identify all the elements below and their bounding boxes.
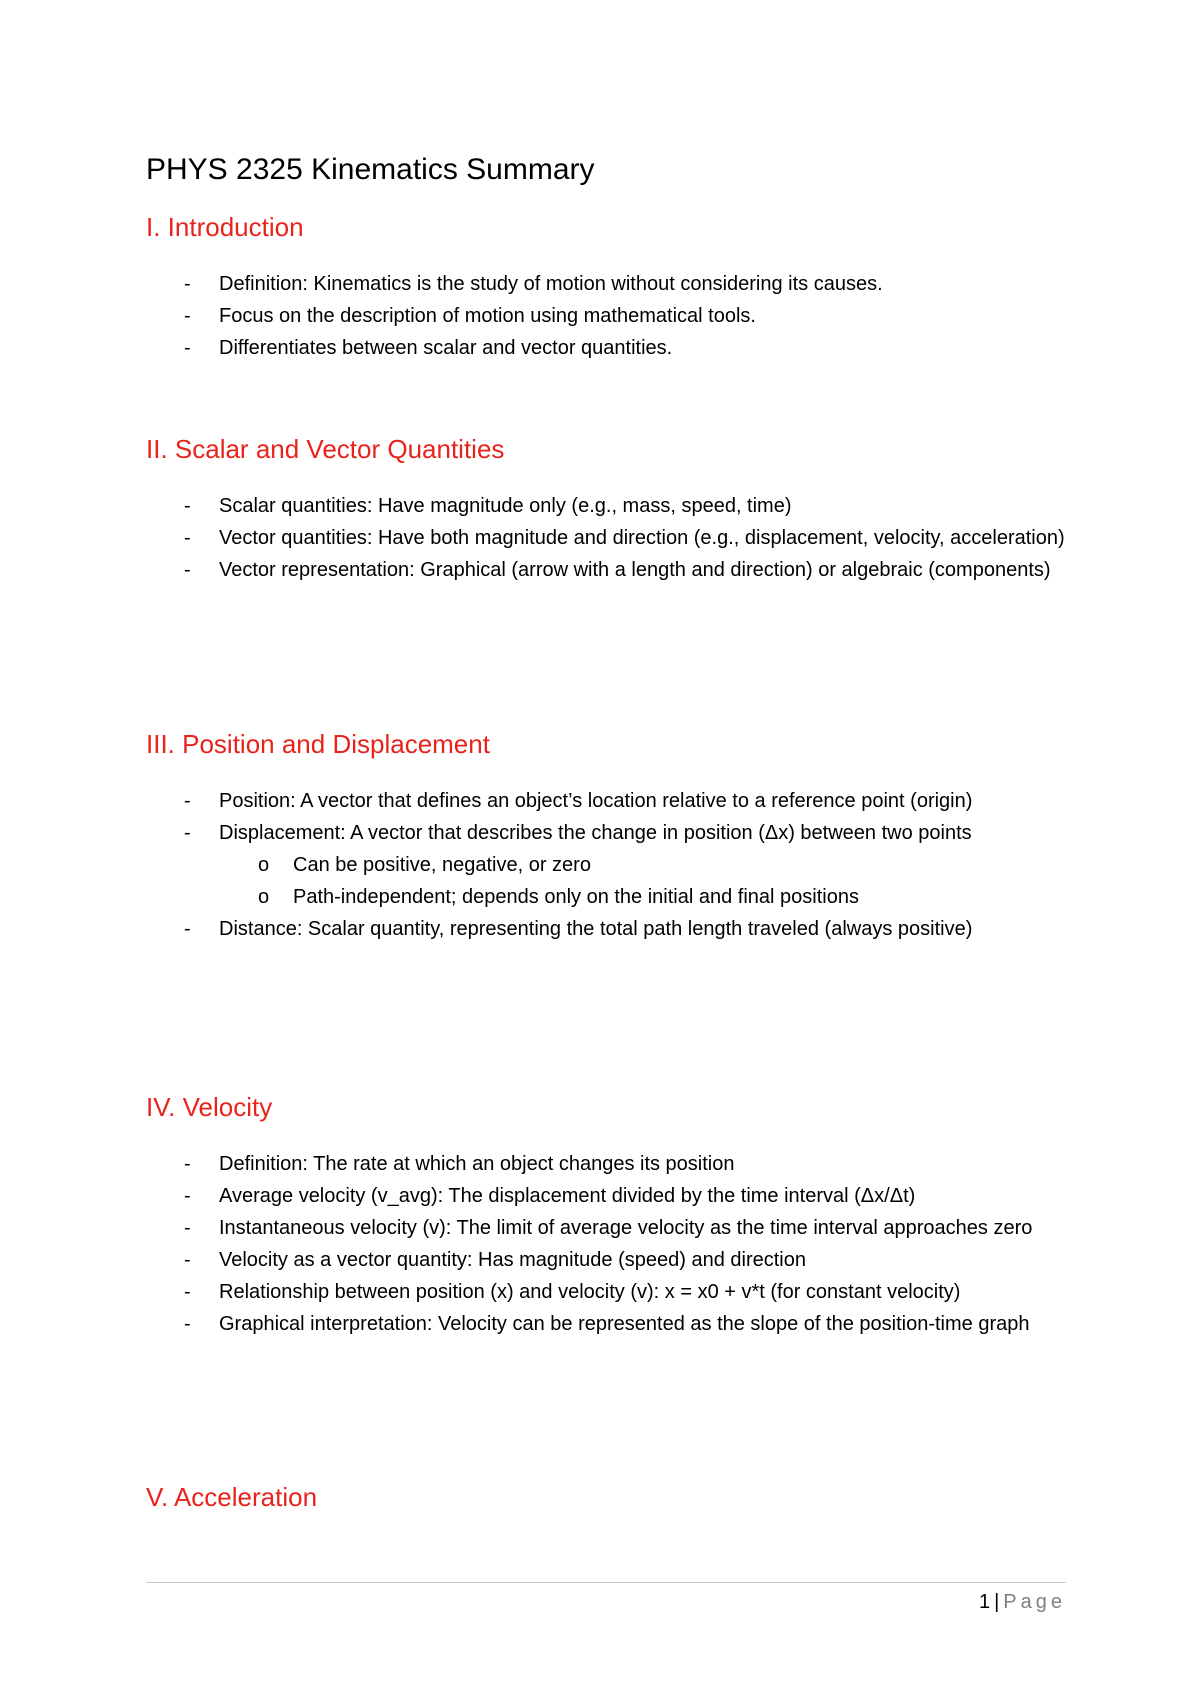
list-item: - Vector representation: Graphical (arrow with a length and direction) or algebraic (components) xyxy=(146,554,1076,586)
list-item: - Displacement: A vector that describes the change in position (Δx) between two points xyxy=(146,817,1076,849)
velocity-bullet-list xyxy=(146,1148,1076,1340)
dash-marker: - xyxy=(184,305,191,327)
list-item: - Instantaneous velocity (v): The limit of average velocity as the time interval approaches zero xyxy=(146,1212,1076,1244)
list-item: - Vector quantities: Have both magnitude and direction (e.g., displacement, velocity, acceleration) xyxy=(146,522,1076,554)
list-item: - Focus on the description of motion using mathematical tools. xyxy=(146,300,1076,332)
list-item: - Definition: The rate at which an object changes its position xyxy=(146,1148,1076,1180)
dash-marker: - xyxy=(184,1153,191,1175)
document-title: PHYS 2325 Kinematics Summary xyxy=(146,153,595,186)
scalar-vector-bullet-list xyxy=(146,490,1076,586)
dash-marker: - xyxy=(184,1249,191,1271)
dash-marker: - xyxy=(184,1217,191,1239)
list-item: - Average velocity (v_avg): The displacement divided by the time interval (Δx/Δt) xyxy=(146,1180,1076,1212)
position-displacement-bullet-list xyxy=(146,785,1076,945)
introduction-bullet-list xyxy=(146,268,1076,364)
list-item: - Distance: Scalar quantity, representing the total path length traveled (always positive) xyxy=(146,913,1076,945)
dash-marker: - xyxy=(184,1313,191,1335)
list-item: - Scalar quantities: Have magnitude only (e.g., mass, speed, time) xyxy=(146,490,1076,522)
page-label: Page xyxy=(1003,1591,1066,1613)
footer-separator: | xyxy=(994,1591,1000,1613)
circle-marker: o xyxy=(258,854,270,876)
dash-marker: - xyxy=(184,559,191,581)
circle-marker: o xyxy=(258,886,270,908)
page-footer xyxy=(979,1588,1066,1616)
dash-marker: - xyxy=(184,1281,191,1303)
dash-marker: - xyxy=(184,337,191,359)
dash-marker: - xyxy=(184,822,191,844)
section-heading-scalar-vector: II. Scalar and Vector Quantities xyxy=(146,434,505,464)
dash-marker: - xyxy=(184,790,191,812)
dash-marker: - xyxy=(184,273,191,295)
section-heading-introduction: I. Introduction xyxy=(146,212,304,242)
list-item: - Relationship between position (x) and velocity (v): x = x0 + v*t (for constant velocity) xyxy=(146,1276,1076,1308)
dash-marker: - xyxy=(184,1185,191,1207)
dash-marker: - xyxy=(184,527,191,549)
dash-marker: - xyxy=(184,495,191,517)
list-item: - Differentiates between scalar and vector quantities. xyxy=(146,332,1076,364)
list-item: - Velocity as a vector quantity: Has magnitude (speed) and direction xyxy=(146,1244,1076,1276)
section-heading-position-displacement: III. Position and Displacement xyxy=(146,729,490,759)
section-heading-velocity: IV. Velocity xyxy=(146,1092,273,1122)
list-item: - Definition: Kinematics is the study of motion without considering its causes. xyxy=(146,268,1076,300)
footer-divider xyxy=(146,1582,1066,1583)
page-number: 1 xyxy=(978,1591,991,1613)
section-heading-acceleration: V. Acceleration xyxy=(146,1482,318,1512)
sub-list-item: o Can be positive, negative, or zero xyxy=(146,849,1076,881)
list-item: - Graphical interpretation: Velocity can be represented as the slope of the position-time graph xyxy=(146,1308,1076,1340)
dash-marker: - xyxy=(184,918,191,940)
sub-list-item: o Path-independent; depends only on the initial and final positions xyxy=(146,881,1076,913)
list-item: - Position: A vector that defines an object’s location relative to a reference point (origin) xyxy=(146,785,1076,817)
